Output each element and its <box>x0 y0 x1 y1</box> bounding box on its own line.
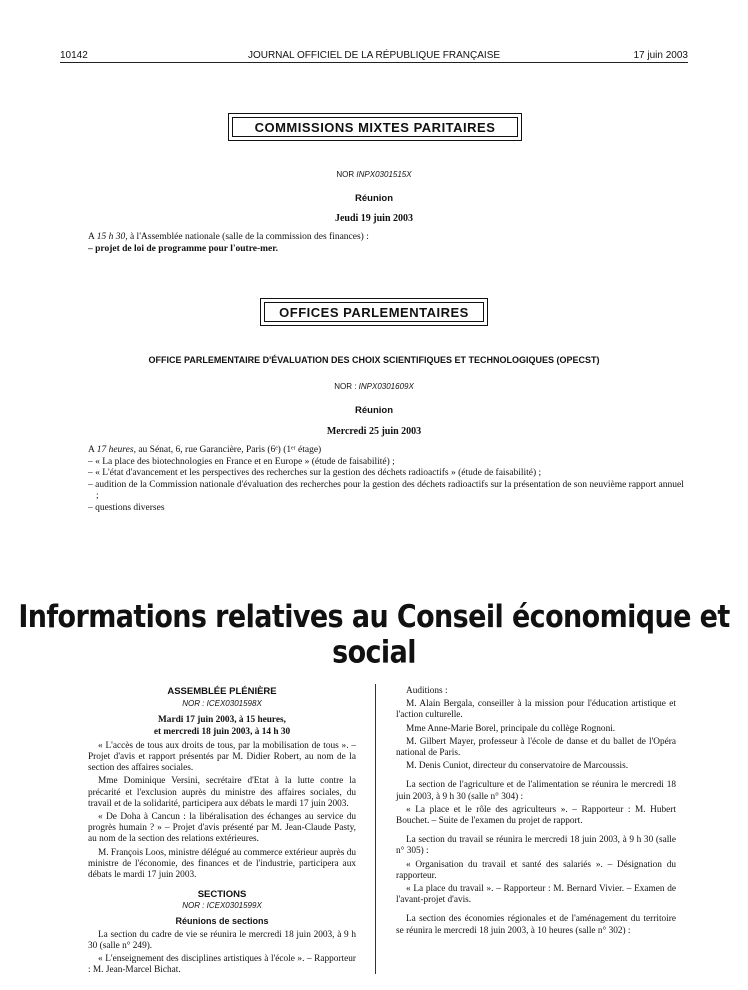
auditions-label: Auditions : <box>406 686 448 696</box>
op-date: Mercredi 25 juin 2003 <box>326 426 422 437</box>
op-item: – « La place des biotechnologies en France et en Europe » (étude de faisabilité) ; <box>88 456 395 467</box>
left-column <box>88 686 356 979</box>
right-column <box>396 686 676 939</box>
op-reunion: Réunion <box>355 405 393 416</box>
ap-title: ASSEMBLÉE PLÉNIÈRE <box>167 686 277 697</box>
cmp-date: Jeudi 19 juin 2003 <box>334 213 414 224</box>
cmp-nor: NOR INPX0301515X <box>336 170 412 179</box>
page-number: 10142 <box>60 50 88 61</box>
ces-title: Informations relatives au Conseil économique et social <box>18 599 730 671</box>
op-item: – « L'état d'avancement et les perspectives des recherches sur la gestion des déchets radioactifs » (étude de faisabilité) ; <box>88 468 542 478</box>
sec-subtitle: Réunions de sections <box>175 915 269 926</box>
header-date: 17 juin 2003 <box>633 50 688 61</box>
cmp-reunion: Réunion <box>355 193 393 204</box>
ap-paragraph: M. François Loos, ministre délégué au commerce extérieur auprès du ministre de l'économie, des finances et de l'industrie, participera aux débats le mardi 17 juin 2003. <box>88 847 356 881</box>
op-item: – questions diverses <box>88 502 165 513</box>
op-line1: A 17 heures, au Sénat, 6, rue Garancière, Paris (6ᵉ) (1ᵉʳ étage) <box>88 445 322 455</box>
op-box-title: OFFICES PARLEMENTAIRES <box>279 304 469 320</box>
section-travail-item: « Organisation du travail et santé des salariés ». – Désignation du rapporteur. <box>396 859 676 881</box>
section-travail-item: « La place du travail ». – Rapporteur : M. Bernard Vivier. – Examen de l'avant-projet d'avis. <box>396 884 676 906</box>
ap-paragraph: « L'accès de tous aux droits de tous, par la mobilisation de tous ». – Projet d'avis et rapport présentés par M. Didier Robert, au nom de la section des affaires sociales. <box>88 740 356 774</box>
ap-paragraph: « De Doha à Cancun : la libéralisation des échanges au service du progrès humain ? » – Projet d'avis présenté par M. Jean-Claude Pasty, au nom de la section des relations extérieures. <box>88 812 356 845</box>
cmp-box <box>228 113 522 141</box>
op-box <box>260 298 488 326</box>
sec-title: SECTIONS <box>197 889 247 901</box>
section-agri-item: « La place et le rôle des agriculteurs ». – Rapporteur : M. Hubert Bouchet. – Suite de l'examen du projet de rapport. <box>396 804 676 827</box>
sec-nor: NOR : ICEX0301599X <box>182 901 262 911</box>
audition-item: Mme Anne-Marie Borel, principale du collège Rognoni. <box>406 723 616 734</box>
op-nor: NOR : INPX0301609X <box>334 382 414 391</box>
cmp-box-title: COMMISSIONS MIXTES PARITAIRES <box>254 119 496 135</box>
sec-paragraph: La section du cadre de vie se réunira le mercredi 18 juin 2003, à 9 h 30 (salle n° 249). <box>88 929 356 952</box>
section-travail: La section du travail se réunira le mercredi 18 juin 2003, à 9 h 30 (salle n° 305) : <box>396 835 676 857</box>
office-title: OFFICE PARLEMENTAIRE D'ÉVALUATION DES CHOIX SCIENTIFIQUES ET TECHNOLOGIQUES (OPECST) <box>148 355 600 365</box>
audition-item: M. Alain Bergala, conseiller à la mission pour l'éducation artistique et l'action culturelle. <box>396 699 676 721</box>
header-rule <box>60 62 688 63</box>
section-agri: La section de l'agriculture et de l'alimentation se réunira le mercredi 18 juin 2003, à 9 h 30 (salle n° 304) : <box>396 780 676 802</box>
cmp-line2: – projet de loi de programme pour l'outre-mer. <box>88 244 278 254</box>
sec-paragraph: « L'enseignement des disciplines artistiques à l'école ». – Rapporteur : M. Jean-Marcel Bichat. <box>88 954 356 976</box>
op-agenda <box>88 445 688 514</box>
audition-item: M. Gilbert Mayer, professeur à l'école de danse et du ballet de l'Opéra national de Paris. <box>396 736 676 759</box>
cmp-line1: A 15 h 30, à l'Assemblée nationale (salle de la commission des finances) : <box>88 232 369 242</box>
journal-title: JOURNAL OFFICIEL DE LA RÉPUBLIQUE FRANÇAISE <box>247 50 501 61</box>
ap-date2: et mercredi 18 juin 2003, à 14 h 30 <box>153 726 291 737</box>
ap-nor: NOR : ICEX0301598X <box>182 699 262 709</box>
audition-item: M. Denis Cuniot, directeur du conservatoire de Marcoussis. <box>406 761 629 772</box>
ap-paragraph: Mme Dominique Versini, secrétaire d'Etat à la lutte contre la précarité et l'exclusion auprès du ministre des affaires sociales, du travail et de la solidarité, participera aux débats le mardi 17 juin 2003. <box>88 776 356 809</box>
column-divider <box>375 684 376 974</box>
section-economies: La section des économies régionales et de l'aménagement du territoire se réunira le mercredi 18 juin 2003, à 10 heures (salle n° 302) : <box>396 914 676 936</box>
ap-date1: Mardi 17 juin 2003, à 15 heures, <box>158 715 286 726</box>
op-item: – audition de la Commission nationale d'évaluation des recherches pour la gestion des déchets radioactifs sur la présentation de son neuvième rapport annuel ; <box>88 479 684 501</box>
